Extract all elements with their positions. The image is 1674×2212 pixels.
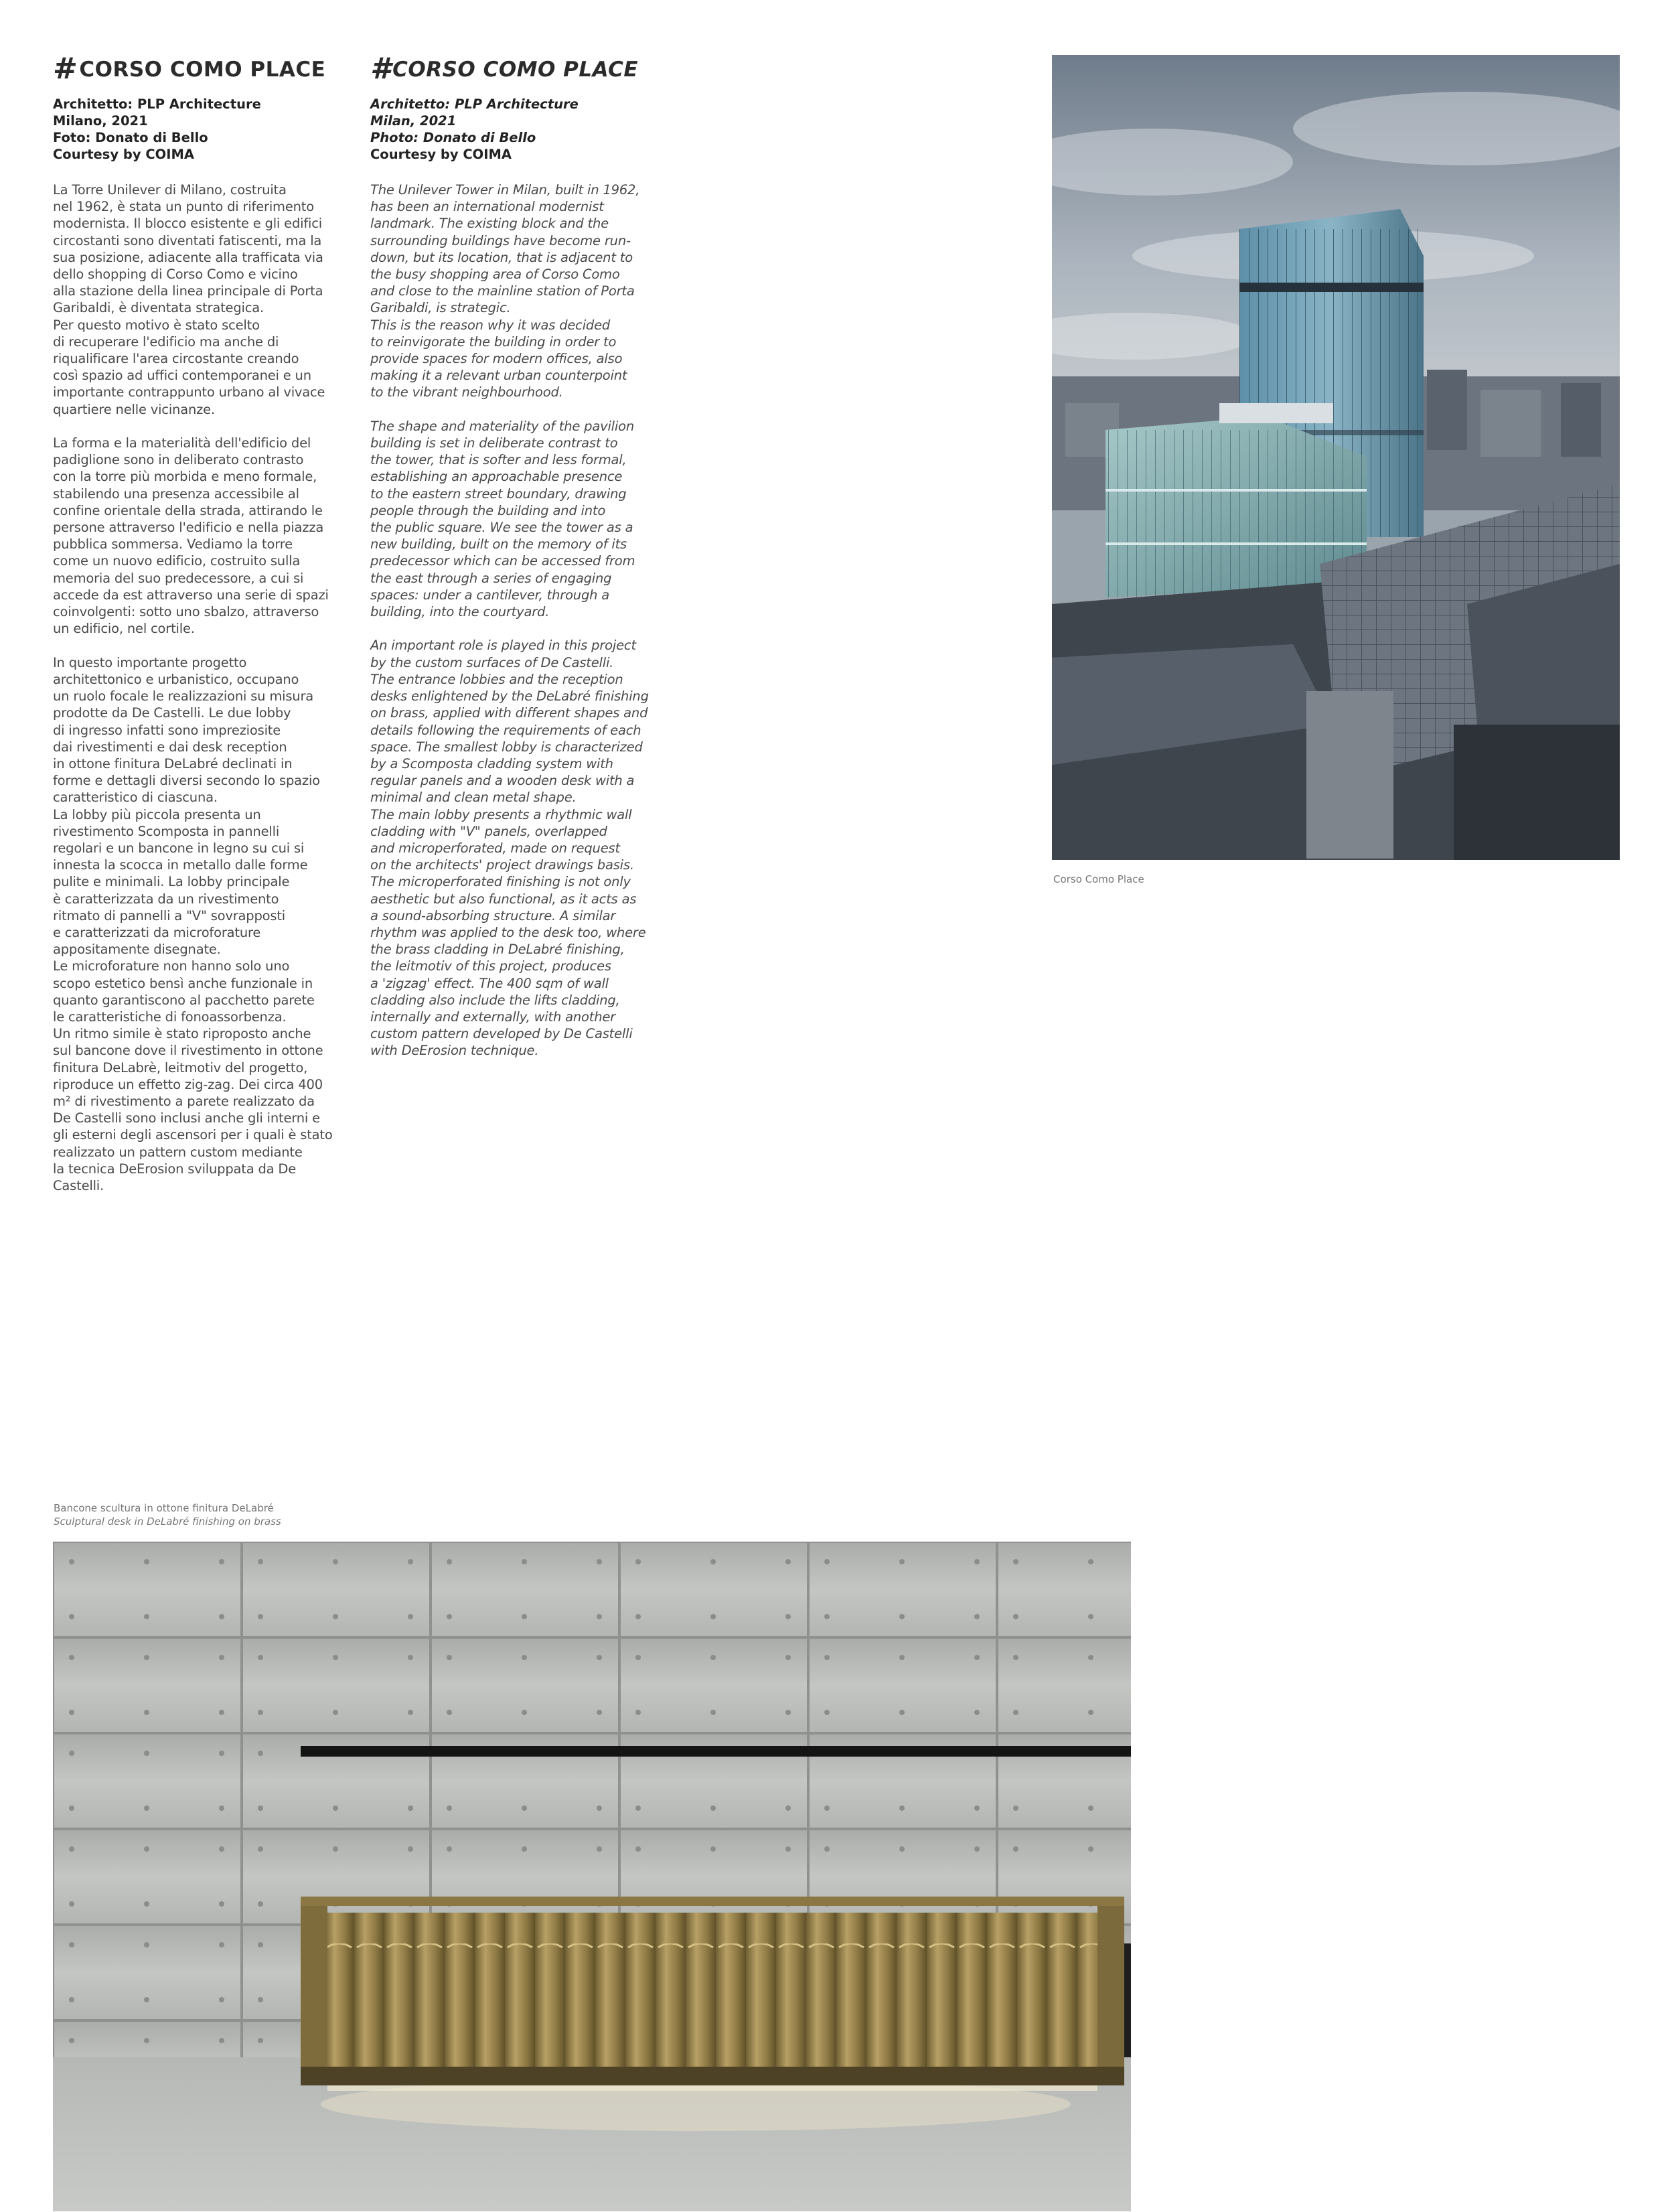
tower-photo-illustration [1052, 55, 1620, 860]
italian-credit-architect: Architetto: PLP Architecture [53, 96, 261, 112]
wall-light-strip [301, 1746, 1131, 1757]
title-hash-mark: # [53, 52, 78, 86]
desk-caption [54, 1501, 281, 1528]
italian-credit-courtesy: Courtesy by COIMA [53, 147, 194, 162]
tower-caption: Corso Como Place [1053, 873, 1144, 885]
english-credits [370, 96, 678, 163]
italian-column [53, 48, 361, 1194]
italian-credit-photo: Foto: Donato di Bello [53, 130, 208, 145]
english-credit-architect: Architetto: PLP Architecture [370, 96, 579, 112]
english-column [370, 48, 678, 1059]
italian-credit-place-year: Milano, 2021 [53, 113, 148, 129]
english-credit-photo: Photo: Donato di Bello [370, 130, 536, 145]
english-credit-place-year: Milan, 2021 [370, 113, 457, 129]
english-credit-courtesy: Courtesy by COIMA [370, 147, 512, 162]
desk-photo [53, 1542, 1131, 2211]
italian-body-text: La Torre Unilever di Milano, costruita nel 1962, è stata un punto di riferimento modernista. Il blocco esistente e gli edifici circostanti sono diventati fatiscenti, ma la sua posizione, adiacente alla trafficata via dello shopping di Corso Como e vicino alla stazione della linea principale di Porta Garibaldi, è diventata strategica. Per questo motivo è stato scelto di recuperare l'edificio ma anche di riqualificare l'area circostante creando così spazio ad uffici contemporanei e un importante contrappunto urbano al vivace quartiere nelle vicinanze. La forma e la materialità dell'edificio del padiglione sono in deliberato contrasto con la torre più morbida e meno formale, stabilendo una presenza accessibile al confine orientale della strada, attirando le persone attraverso l'edificio e nella piazza pubblica sommersa. Vediamo la torre come un nuovo edificio, costruito sulla memoria del suo predecessore, a cui si accede da est attraverso una serie di spazi coinvolgenti: sotto uno sbalzo, attraverso un edificio, nel cortile. In questo importante progetto architettonico e urbanistico, occupano un ruolo focale le realizzazioni su misura prodotte da De Castelli. Le due lobby di ingresso infatti sono impreziosite dai rivestimenti e dai desk reception in ottone finitura DeLabré declinati in forme e dettagli diversi secondo lo spazio caratteristico di ciascuna. La lobby più piccola presenta un rivestimento Scomposta in pannelli regolari e un bancone in legno su cui si innesta la scocca in metallo dalle forme pulite e minimali. La lobby principale è caratterizzata da un rivestimento ritmato di pannelli a "V" sovrapposti e caratterizzati da microforature appositamente disegnate. Le microforature non hanno solo uno scopo estetico bensì anche funzionale in quanto garantiscono al pacchetto parete le caratteristiche di fonoassorbenza. Un ritmo simile è stato riproposto anche sul bancone dove il rivestimento in ottone finitura DeLabrè, leitmotiv del progetto, riproduce un effetto zig-zag. Dei circa 400 m² di rivestimento a parete realizzato da De Castelli sono inclusi anche gli interni e gli esterni degli ascensori per i quali è stato realizzato un pattern custom mediante la tecnica DeErosion sviluppata da De Castelli. [53, 182, 333, 1193]
italian-title [53, 48, 361, 90]
title-hash-mark: # [370, 52, 392, 86]
italian-title-text: CORSO COMO PLACE [79, 58, 326, 82]
desk-caption-english: Sculptural desk in DeLabré finishing on brass [54, 1516, 281, 1528]
english-title [370, 48, 678, 90]
italian-credits [53, 96, 361, 163]
desk-photo-illustration [53, 1542, 1131, 2211]
english-title-text: CORSO COMO PLACE [392, 58, 639, 82]
tower-photo [1052, 55, 1620, 860]
english-body-text: The Unilever Tower in Milan, built in 1962, has been an international modernist landmark. The existing block and the surrounding buildings have become run- down, but its location, that is adjacent to the busy shopping area of Corso Como and close to the mainline station of Porta Garibaldi, is strategic. This is the reason why it was decided to reinvigorate the building in order to provide spaces for modern offices, also making it a relevant urban counterpoint to the vibrant neighbourhood. The shape and materiality of the pavilion building is set in deliberate contrast to the tower, that is softer and less formal, establishing an approachable presence to the eastern street boundary, drawing people through the building and into the public square. We see the tower as a new building, built on the memory of its predecessor which can be accessed from the east through a series of engaging spaces: under a cantilever, through a building, into the courtyard. An important role is played in this project by the custom surfaces of De Castelli. The entrance lobbies and the reception desks enlightened by the DeLabré finishing on brass, applied with different shapes and details following the requirements of each space. The smallest lobby is characterized by a Scomposta cladding system with regular panels and a wooden desk with a minimal and clean metal shape. The main lobby presents a rhythmic wall cladding with "V" panels, overlapped and microperforated, made on request on the architects' project drawings basis. The microperforated finishing is not only aesthetic but also functional, as it acts as a sound-absorbing structure. A similar rhythm was applied to the desk too, where the brass cladding in DeLabré finishing, the leitmotiv of this project, produces a 'zigzag' effect. The 400 sqm of wall cladding also include the lifts cladding, internally and externally, with another custom pattern developed by De Castelli with DeErosion technique. [370, 182, 649, 1059]
desk-caption-italian: Bancone scultura in ottone finitura DeLabré [54, 1502, 274, 1514]
brass-reception-desk [301, 1897, 1124, 2091]
